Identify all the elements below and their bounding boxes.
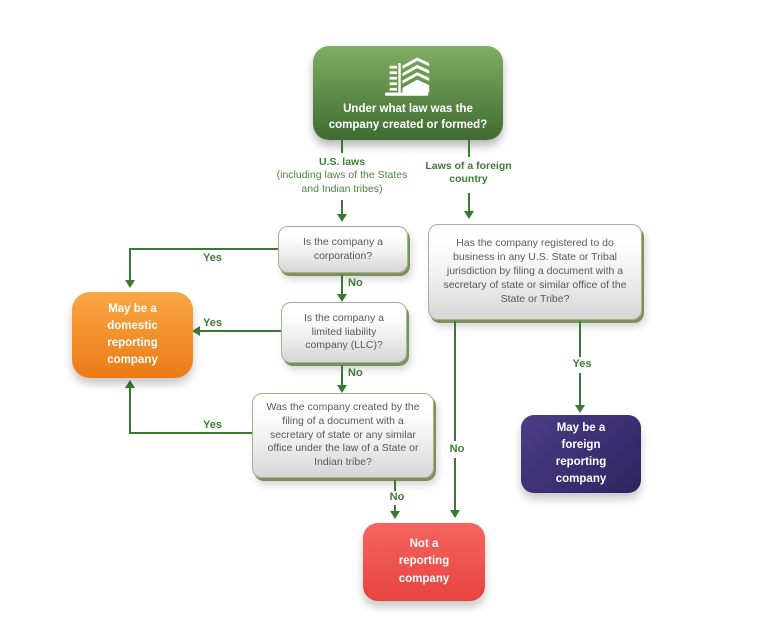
question-llc-text: Is the company a limited liability company (LLC)? [304,311,384,352]
arrowhead-q1-no [337,294,347,302]
connector-yes1-horizontal [129,248,278,250]
branch-sublabel-us-laws: (including laws of the States and Indian tribes) [276,169,408,195]
connector-us-stub [341,140,343,153]
connector-q4-yes-line-top [579,321,581,357]
connector-yes3-vertical [129,388,131,434]
outcome-domestic-box [72,292,193,378]
label-no-q2: No [348,367,363,379]
question-filing-box [252,393,434,478]
outcome-foreign-box [521,415,641,493]
root-question-box [313,46,503,140]
outcome-foreign-text: May be a foreign reporting company [555,421,607,486]
connector-q1-no-line [341,275,343,296]
outcome-domestic-text: May be a domestic reporting company [107,302,158,367]
connector-q2-no-line [341,365,343,386]
label-yes-q3: Yes [203,419,222,431]
arrowhead-yes3 [125,380,135,388]
arrowhead-yes1 [125,280,135,288]
label-yes-q2: Yes [203,317,222,329]
label-no-q4: No [441,443,473,455]
branch-label-foreign-laws: Laws of a foreign country [425,160,512,186]
connector-q4-no-line-top [454,321,456,441]
connector-q3-no-line-top [394,480,396,491]
arrowhead-q2-no [337,385,347,393]
question-registered-text: Has the company registered to do business in any U.S. State or Tribal jurisdiction by filing a document with a secretary of state or similar office of the State or Tribe? [443,237,627,305]
label-yes-q1: Yes [203,252,222,264]
connector-us-arrow-line [341,200,343,215]
arrowhead-q4-no [450,510,460,518]
arrowhead-us-down [337,214,347,222]
outcome-not-reporting-text: Not a reporting company [398,538,450,585]
connector-foreign-arrow-line [468,193,470,212]
root-question-text: Under what law was the company created or formed? [328,103,488,131]
connector-foreign-stub [468,140,470,157]
label-no-q3: No [380,491,414,503]
outcome-not-reporting-box [363,523,485,601]
label-yes-q4: Yes [564,358,600,370]
question-filing-text: Was the company created by the filing of a document with a secretary of state or any similar office under the law of a State or Indian tribe? [266,400,420,469]
connector-yes1-vertical [129,248,131,281]
question-llc-box [281,302,407,363]
building-icon [379,52,437,98]
branch-label-us-laws: U.S. laws [318,156,366,168]
arrowhead-yes2 [192,326,200,336]
question-corporation-box [278,226,408,273]
label-no-q1: No [348,277,363,289]
arrowhead-q3-no [390,511,400,519]
arrowhead-foreign-down [464,211,474,219]
question-corporation-text: Is the company a corporation? [303,235,383,262]
question-registered-box [428,224,642,320]
connector-q4-no-line-bottom [454,458,456,511]
connector-q4-yes-line-bottom [579,373,581,406]
arrowhead-q4-yes [575,405,585,413]
connector-yes2-horizontal [197,330,281,332]
connector-yes3-horizontal [129,432,252,434]
